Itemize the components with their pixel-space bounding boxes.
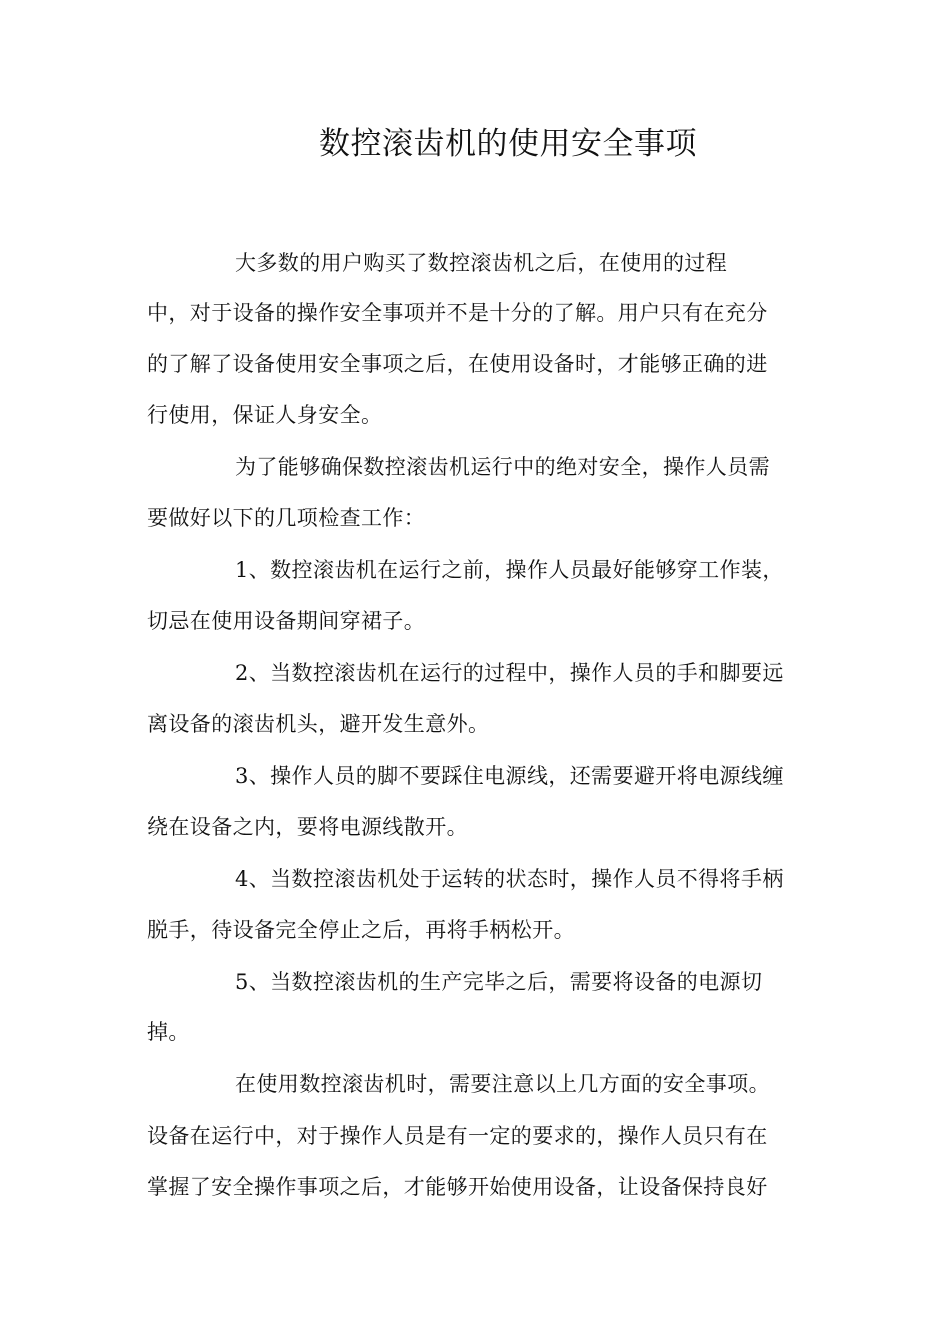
list-item-line: 2、当数控滚齿机在运行的过程中，操作人员的手和脚要远 (235, 661, 784, 685)
paragraph-line: 为了能够确保数控滚齿机运行中的绝对安全，操作人员需 (235, 455, 770, 479)
paragraph-line: 设备在运行中，对于操作人员是有一定的要求的，操作人员只有在 (147, 1124, 768, 1148)
paragraph-line: 行使用，保证人身安全。 (147, 403, 383, 427)
list-item-line: 离设备的滚齿机头，避开发生意外。 (147, 712, 490, 736)
list-item-line: 5、当数控滚齿机的生产完毕之后，需要将设备的电源切 (235, 970, 763, 994)
paragraph-line: 中，对于设备的操作安全事项并不是十分的了解。用户只有在充分 (147, 301, 768, 325)
list-item-line: 切忌在使用设备期间穿裙子。 (147, 609, 426, 633)
paragraph-line: 在使用数控滚齿机时，需要注意以上几方面的安全事项。 (235, 1072, 770, 1096)
list-item-line: 脱手，待设备完全停止之后，再将手柄松开。 (147, 918, 575, 942)
paragraph-line: 大多数的用户购买了数控滚齿机之后，在使用的过程 (235, 251, 728, 275)
list-item-line: 掉。 (147, 1020, 190, 1044)
list-item-line: 绕在设备之内，要将电源线散开。 (147, 815, 468, 839)
paragraph-line: 要做好以下的几项检查工作： (147, 506, 426, 530)
paragraph-line: 的了解了设备使用安全事项之后，在使用设备时，才能够正确的进 (147, 352, 768, 376)
paragraph-line: 掌握了安全操作事项之后，才能够开始使用设备，让设备保持良好 (147, 1175, 768, 1199)
list-item-line: 4、当数控滚齿机处于运转的状态时，操作人员不得将手柄 (235, 867, 784, 891)
list-item-line: 3、操作人员的脚不要踩住电源线，还需要避开将电源线缠 (235, 764, 784, 788)
list-item-line: 1、数控滚齿机在运行之前，操作人员最好能够穿工作装， (235, 558, 784, 582)
document-title: 数控滚齿机的使用安全事项 (319, 126, 697, 162)
